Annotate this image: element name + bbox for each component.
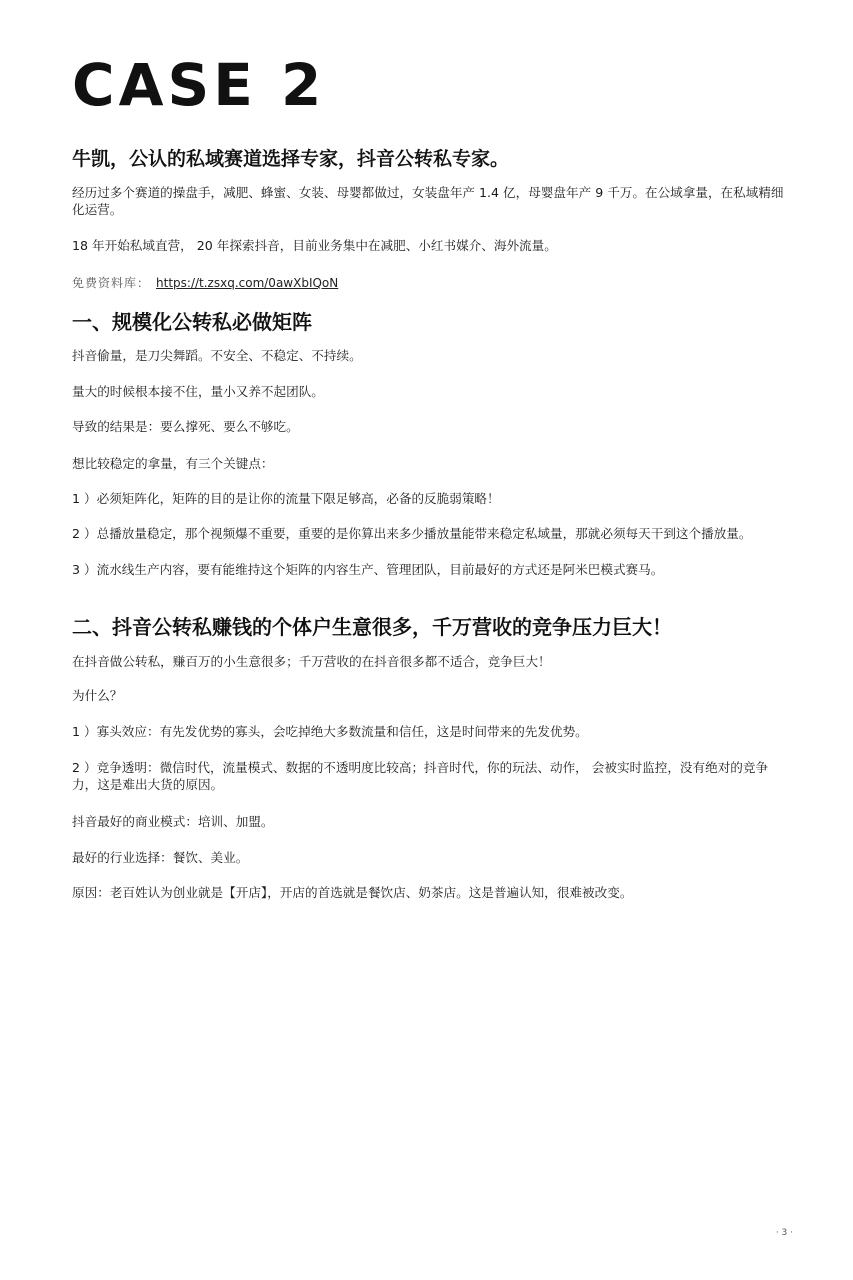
section-2-paragraph: 为什么？ xyxy=(72,688,123,703)
resource-link[interactable]: https://t.zsxq.com/0awXbIQoN xyxy=(156,276,339,290)
case-title: CASE 2 xyxy=(72,51,326,119)
section-2-paragraph: 原因：老百姓认为创业就是【开店】，开店的首选就是餐饮店、奶茶店。这是普遍认知，很难被改变。 xyxy=(72,885,633,900)
resource-label: 免费资料库： xyxy=(72,276,151,290)
section-1-paragraph: 抖音偷量，是刀尖舞蹈。不安全、不稳定、不持续。 xyxy=(72,348,362,363)
resource-row xyxy=(72,275,784,291)
section-2-list-item: 1 ）寡头效应：有先发优势的寡头，会吃掉绝大多数流量和信任，这是时间带来的先发优势。 xyxy=(72,724,588,739)
section-1-paragraph: 想比较稳定的拿量，有三个关键点： xyxy=(72,456,274,471)
intro-paragraph-2: 18 年开始私域直营， 20 年探索抖音，目前业务集中在减肥、小红书媒介、海外流量。 xyxy=(72,238,557,253)
section-2-heading: 二、抖音公转私赚钱的个体户生意很多，千万营收的竞争压力巨大！ xyxy=(72,615,672,639)
section-2-list-item: 2 ）竞争透明：微信时代，流量模式、数据的不透明度比较高；抖音时代，你的玩法、动作， 会被实时监控，没有绝对的竞争力，这是难出大货的原因。 xyxy=(72,760,769,792)
section-1-paragraph: 导致的结果是：要么撑死、要么不够吃。 xyxy=(72,419,299,434)
section-1-list-item: 2 ）总播放量稳定，那个视频爆不重要，重要的是你算出来多少播放量能带来稳定私域量，那就必须每天干到这个播放量。 xyxy=(72,526,752,541)
section-1-heading: 一、规模化公转私必做矩阵 xyxy=(72,310,312,334)
section-1-list-item: 1 ）必须矩阵化，矩阵的目的是让你的流量下限足够高，必备的反脆弱策略！ xyxy=(72,491,500,506)
intro-heading: 牛凯，公认的私域赛道选择专家，抖音公转私专家。 xyxy=(72,148,510,170)
section-1-paragraph: 量大的时候根本接不住，量小又养不起团队。 xyxy=(72,384,324,399)
section-1-list-item: 3 ）流水线生产内容，要有能维持这个矩阵的内容生产、管理团队，目前最好的方式还是阿米巴模式赛马。 xyxy=(72,562,664,577)
section-2-paragraph: 抖音最好的商业模式：培训、加盟。 xyxy=(72,814,274,829)
page-number: · 3 · xyxy=(775,1228,793,1238)
section-2-paragraph: 在抖音做公转私，赚百万的小生意很多；千万营收的在抖音很多都不适合，竞争巨大！ xyxy=(72,654,551,669)
intro-paragraph-1: 经历过多个赛道的操盘手，减肥、蜂蜜、女装、母婴都做过，女装盘年产 1.4 亿，母婴盘年产 9 千万。在公域拿量，在私域精细化运营。 xyxy=(72,185,784,217)
section-2-paragraph: 最好的行业选择：餐饮、美业。 xyxy=(72,850,249,865)
